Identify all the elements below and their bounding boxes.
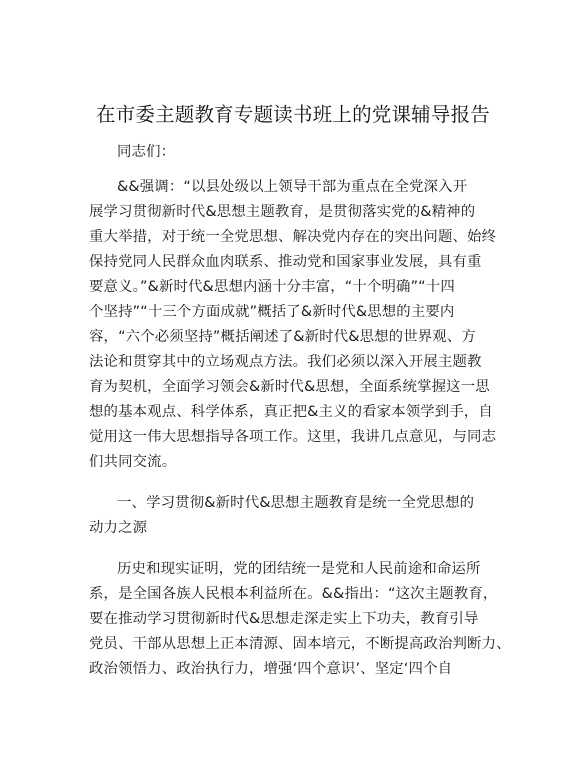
document-title: 在市委主题教育专题读书班上的党课辅导报告 [95,103,490,126]
paragraph-line: 容，“六个必须坚持”概括阐述了&新时代&思想的世界观、方 [89,329,476,345]
paragraph-line: 保持党同人民群众血肉联系、推动党和国家事业发展，具有重 [89,254,482,270]
paragraph-line: 展学习贯彻新时代&思想主题教育，是贯彻落实党的&精神的 [89,204,476,220]
paragraph-line: 育为契机，全面学习领会&新时代&思想，全面系统掌握这一思 [89,379,490,395]
paragraph-line: 想的基本观点、科学体系，真正把&主义的看家本领学到手，自 [89,404,493,420]
greeting: 同志们： [117,144,176,160]
paragraph-line: 重大举措，对于统一全党思想、解决党内存在的突出问题、始终 [89,229,497,245]
paragraph-line: 要意义。”&新时代&思想内涵十分丰富，“十个明确”“十四 [89,279,455,295]
section-heading: 动力之源 [89,520,148,536]
paragraph-line: 个坚持”“十三个方面成就”概括了&新时代&思想的主要内 [89,304,455,320]
paragraph-line: 要在推动学习贯彻新时代&思想走深走实上下功夫，教育引导 [89,611,479,627]
paragraph-line: 系，是全国各族人民根本利益所在。&&指出：“这次主题教育， [89,586,498,602]
section-heading: 一、学习贯彻&新时代&思想主题教育是统一全党思想的 [117,495,475,511]
paragraph-line: 法论和贯穿其中的立场观点方法。我们必须以深入开展主题教 [89,354,482,370]
paragraph-line: 觉用这一伟大思想指导各项工作。这里，我讲几点意见，与同志 [89,429,497,445]
paragraph-line: 党员、干部从思想上正本清源、固本培元，不断提高政治判断力、 [89,636,511,652]
paragraph-line: 历史和现实证明，党的团结统一是党和人民前途和命运所 [117,561,481,577]
paragraph-line: 政治领悟力、政治执行力，增强‘四个意识’、坚定‘四个自 [89,661,453,677]
paragraph-line: 们共同交流。 [89,454,177,470]
paragraph-line: &&强调：“以县处级以上领导干部为重点在全党深入开 [117,179,468,195]
